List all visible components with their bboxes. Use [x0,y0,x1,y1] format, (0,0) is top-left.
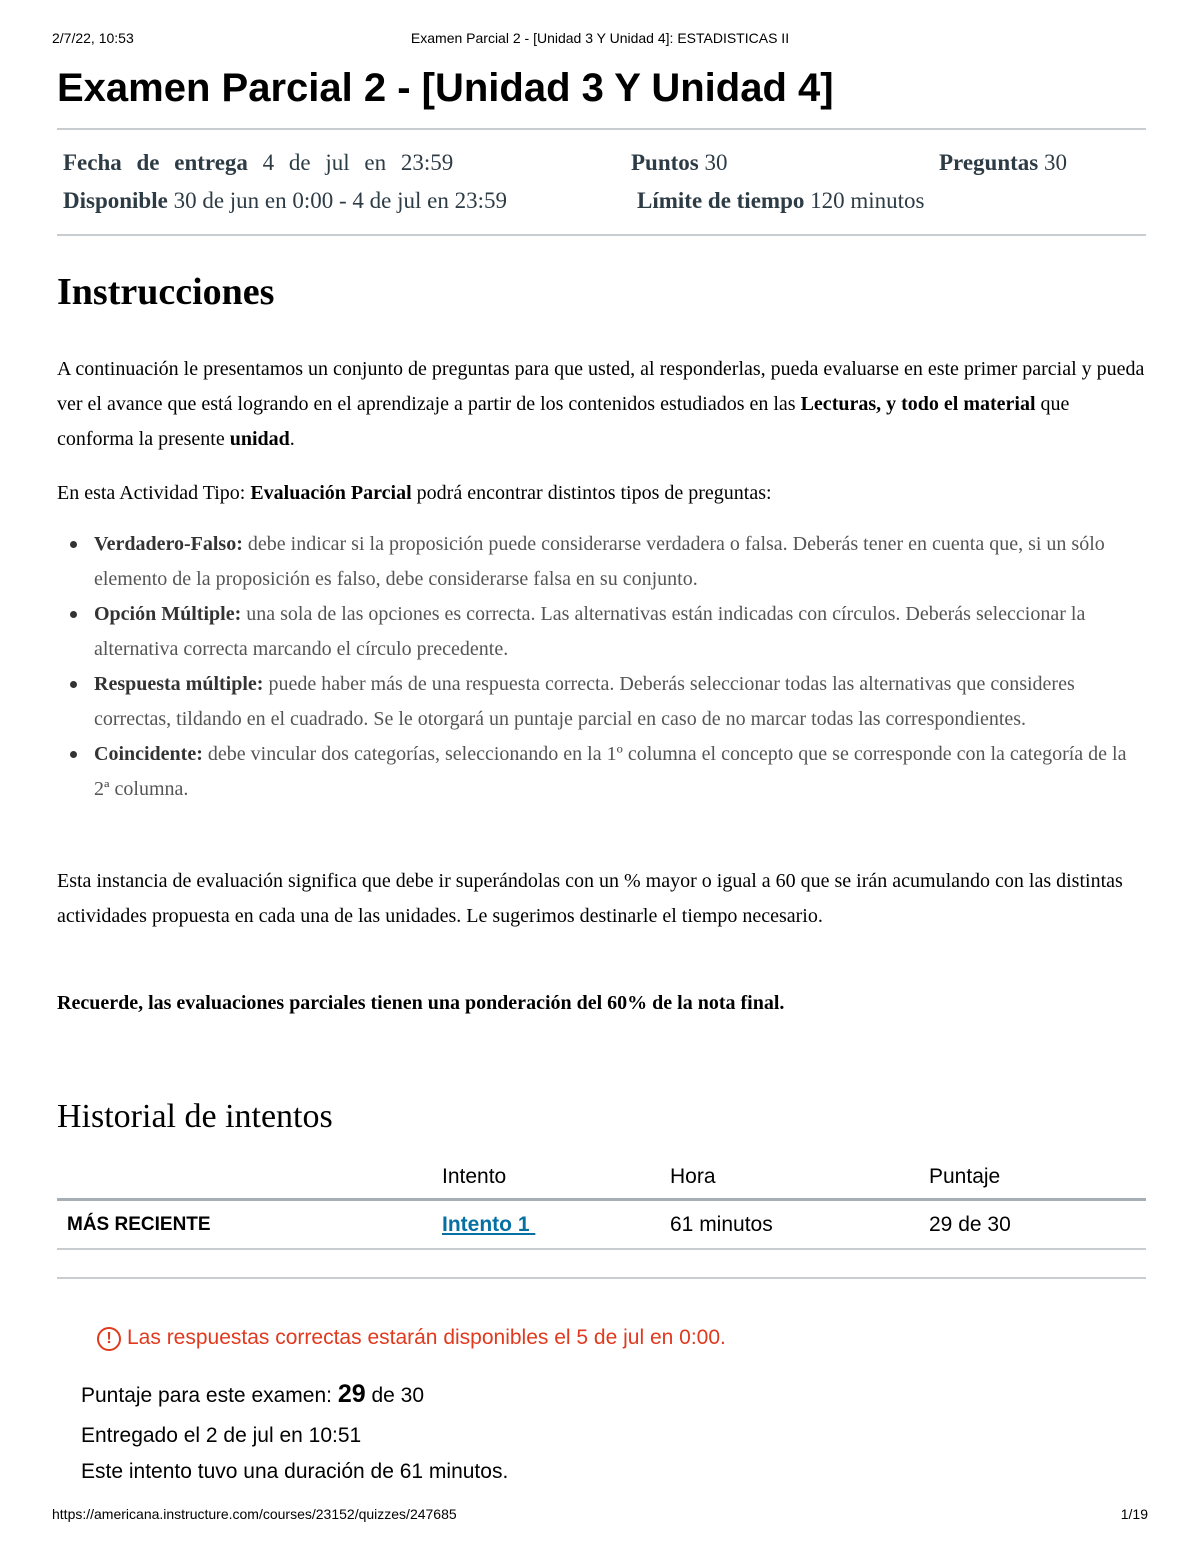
col-header-score: Puntaje [929,1165,1001,1188]
warning-icon: ! [97,1327,121,1351]
evaluation-note: Esta instancia de evaluación significa que debe ir superándolas con un % mayor o igual a 60 que se irán acumulando con las distintas actividades propuesta en cada una de las unidades. Le sugerimos destinarle el tiempo necesario. [57,870,1123,927]
item-text: debe indicar si la proposición puede considerarse verdadera o falsa. Deberás tener en cuenta que, si un sólo elemento de la proposición es falso, debe considerarse falsa en su conjunto. [94,533,1105,590]
warning-text: Las respuestas correctas estarán disponibles el 5 de jul en 0:00. [127,1326,726,1349]
points [631,150,728,176]
due-date [63,150,453,176]
attempt-score: 29 de 30 [929,1213,1011,1236]
item-text: debe vincular dos categorías, seleccionando en la 1º columna el concepto que se corresponde con la categoría de la 2ª columna. [94,743,1127,800]
instructions-heading: Instrucciones [57,271,275,313]
row-divider [57,1248,1146,1250]
list-item [57,737,1146,807]
time-limit-label: Límite de tiempo [637,188,805,213]
print-footer [52,1506,1148,1526]
questions-label: Preguntas [939,150,1039,175]
attempts-table [57,1160,1146,1280]
row-label: MÁS RECIENTE [67,1214,211,1235]
score-prefix: Puntaje para este examen: [81,1384,338,1407]
divider [57,1277,1146,1279]
print-header [52,30,1148,50]
list-item [57,527,1146,597]
attempt-time: 61 minutos [670,1213,773,1236]
bullet-icon [70,541,77,548]
bold-text: unidad [229,428,290,450]
print-url: https://americana.instructure.com/courses/23152/quizzes/247685 [52,1506,457,1522]
score-suffix: de 30 [365,1384,425,1407]
attempt-link[interactable]: Intento 1 [442,1213,536,1236]
bullet-icon [70,611,77,618]
page-title: Examen Parcial 2 - [Unidad 3 Y Unidad 4] [57,66,834,110]
text: En esta Actividad Tipo: [57,482,251,504]
item-text: una sola de las opciones es correcta. Las alternativas están indicadas con círculos. Deberás seleccionar la alternativa correcta marcando el círculo precedente. [94,603,1086,660]
bold-text: Evaluación Parcial [250,482,412,504]
weighting-note [57,986,1146,1021]
questions-value: 30 [1044,150,1067,175]
text: A continuación le presentamos un conjunto de preguntas para que usted, al responderlas, pueda evaluarse en este primer parcial y pueda ver el avance que está logrando en el aprendizaje a partir de los contenidos estudiados en las [57,358,1145,415]
submitted-date: Entregado el 2 de jul en 10:51 [81,1424,362,1447]
questions [939,150,1067,176]
bold-text: Lecturas, y todo el material [800,393,1036,415]
text: que conforma la presente [57,393,1070,450]
attempt-duration: Este intento tuvo una duración de 61 minutos. [81,1460,509,1483]
print-doc-title: Examen Parcial 2 - [Unidad 3 Y Unidad 4]: ESTADISTICAS II [410,30,790,46]
header-divider [57,1198,1146,1201]
time-limit-value: 120 minutos [810,188,925,213]
points-label: Puntos [631,150,699,175]
answers-availability-warning [97,1326,726,1351]
col-header-attempt: Intento [442,1165,507,1188]
quiz-score [81,1380,424,1409]
list-item [57,597,1146,667]
print-date: 2/7/22, 10:53 [52,30,134,46]
item-label: Verdadero-Falso: [94,533,243,555]
due-label: Fecha de entrega [63,150,248,175]
text: . [289,428,295,450]
col-header-time: Hora [670,1165,716,1188]
score-value: 29 [337,1380,366,1408]
item-text: puede haber más de una respuesta correcta. Deberás seleccionar todas las alternativas que consideres correctas, tildando en el cuadrado. Se le otorgará un puntaje parcial en caso de no marcar todas las correspondientes. [94,673,1075,730]
list-item [57,667,1146,737]
due-value: 4 de jul en 23:59 [262,150,454,175]
time-limit [637,188,924,214]
instructions-paragraph [57,352,1146,457]
question-types-list [57,527,1146,807]
page-number: 1/19 [1120,1506,1148,1522]
available-label: Disponible [63,188,168,213]
available-value: 30 de jun en 0:00 - 4 de jul en 23:59 [173,188,508,213]
history-heading: Historial de intentos [57,1098,333,1135]
availability [63,188,507,214]
divider [57,128,1146,130]
bold-text: Recuerde, las evaluaciones parciales tienen una ponderación del 60% de la nota final. [57,992,785,1014]
item-label: Opción Múltiple: [94,603,242,625]
item-label: Respuesta múltiple: [94,673,264,695]
points-value: 30 [704,150,728,175]
item-label: Coincidente: [94,743,203,765]
question-types-intro [57,476,1146,511]
text: podrá encontrar distintos tipos de preguntas: [411,482,772,504]
bullet-icon [70,751,77,758]
bullet-icon [70,681,77,688]
divider [57,234,1146,236]
